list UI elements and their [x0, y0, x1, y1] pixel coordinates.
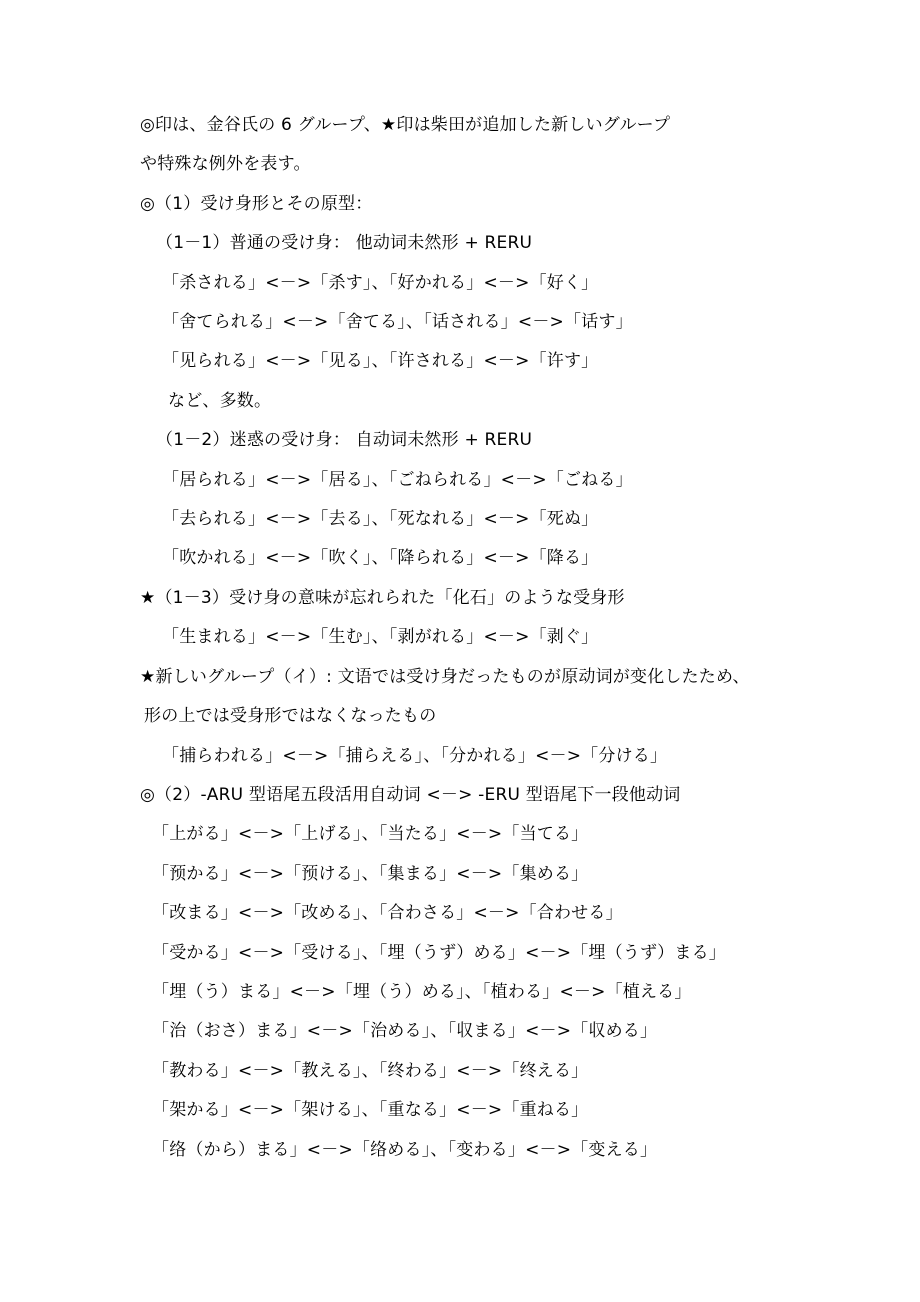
example-line: 「络（から）まる」<－>「络める」、「变わる」<－>「变える」 — [152, 1140, 658, 1160]
example-line: 「吹かれる」<－>「吹く」、「降られる」<－>「降る」 — [162, 548, 599, 568]
section-heading: ◎（1）受け身形とその原型： — [140, 194, 373, 214]
example-line: 「上がる」<－>「上げる」、「当たる」<－>「当てる」 — [152, 824, 589, 844]
example-line: 「去られる」<－>「去る」、「死なれる」<－>「死ぬ」 — [162, 509, 599, 529]
text-line: ◎印は、金谷氏の 6 グループ、★印は柴田が追加した新しいグループ — [140, 115, 671, 135]
example-line: 「杀される」<－>「杀す」、「好かれる」<－>「好く」 — [162, 273, 599, 293]
example-line: 「生まれる」<－>「生む」、「剥がれる」<－>「剥ぐ」 — [162, 627, 599, 647]
example-line: 「架かる」<－>「架ける」、「重なる」<－>「重ねる」 — [152, 1100, 589, 1120]
section-heading: ★新しいグループ（イ）: 文语では受け身だったものが原动词が变化したため、 — [140, 667, 750, 687]
example-line: 「捕らわれる」<－>「捕らえる」、「分かれる」<－>「分ける」 — [162, 746, 668, 766]
text-line: 形の上では受身形ではなくなったもの — [144, 706, 437, 726]
example-line: 「预かる」<－>「预ける」、「集まる」<－>「集める」 — [152, 864, 589, 884]
text-line: など、多数。 — [168, 391, 272, 411]
example-line: 「改まる」<－>「改める」、「合わさる」<－>「合わせる」 — [152, 903, 623, 923]
example-line: 「治（おさ）まる」<－>「治める」、「収まる」<－>「収める」 — [152, 1021, 658, 1041]
example-line: 「埋（う）まる」<－>「埋（う）める」、「植わる」<－>「植える」 — [152, 982, 692, 1002]
text-line: や特殊な例外を表す。 — [140, 154, 311, 174]
section-heading: ◎（2）-ARU 型语尾五段活用自动词 <－> -ERU 型语尾下一段他动词 — [140, 785, 681, 805]
subsection-heading: （1－1）普通の受け身： 他动词未然形 + RERU — [156, 233, 533, 253]
subsection-heading: （1－2）迷惑の受け身： 自动词未然形 + RERU — [156, 430, 533, 450]
example-line: 「受かる」<－>「受ける」、「埋（うず）める」<－>「埋（うず）まる」 — [152, 943, 726, 963]
section-heading: ★（1－3）受け身の意味が忘れられた「化石」のような受身形 — [140, 588, 625, 608]
example-line: 「见られる」<－>「见る」、「许される」<－>「许す」 — [162, 351, 599, 371]
example-line: 「居られる」<－>「居る」、「ごねられる」<－>「ごねる」 — [162, 470, 633, 490]
example-line: 「教わる」<－>「教える」、「终わる」<－>「终える」 — [152, 1061, 589, 1081]
example-line: 「舍てられる」<－>「舍てる」、「话される」<－>「话す」 — [162, 312, 633, 332]
